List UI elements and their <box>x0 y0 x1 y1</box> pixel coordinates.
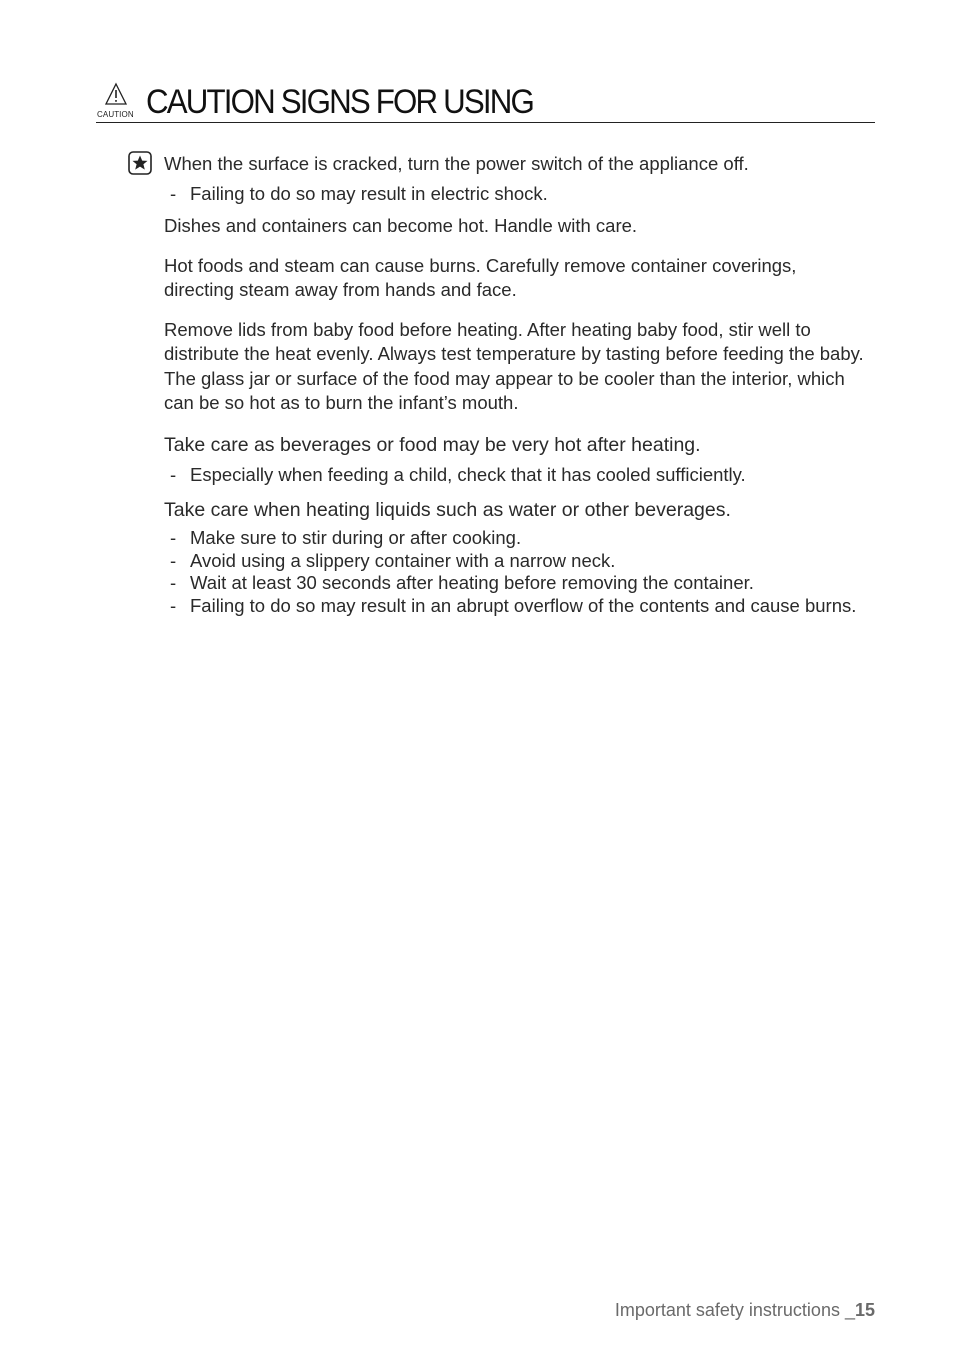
caution-subitem-text: Failing to do so may result in electric shock. <box>190 182 548 204</box>
caution-subitem-text: Failing to do so may result in an abrupt overflow of the contents and cause burns. <box>190 594 857 616</box>
star-icon <box>128 151 152 175</box>
dash-bullet: - <box>170 182 177 204</box>
dash-bullet: - <box>170 527 177 548</box>
dash-bullet: - <box>170 464 177 485</box>
caution-subitem-text: Avoid using a slippery container with a narrow neck. <box>190 549 616 571</box>
page-title: CAUTION SIGNS FOR USING <box>146 83 533 121</box>
caution-icon <box>96 82 138 122</box>
caution-item: Hot foods and steam can cause burns. Carefully remove container coverings, directing steam away from hands and face. <box>164 254 797 300</box>
caution-subitem <box>164 463 864 488</box>
caution-subitem-text: Make sure to stir during or after cooking. <box>190 527 522 548</box>
page-number: 15 <box>854 1300 875 1320</box>
caution-item: Remove lids from baby food before heating. After heating baby food, stir well to distribute the heat evenly. Always test temperature by tasting before feeding the baby. The glass jar or surface of the food may appear to be cooler than the interior, which can be so hot as to burn the infant’s mouth. <box>164 318 864 413</box>
caution-item: Take care as beverages or food may be very hot after heating. <box>164 433 701 456</box>
caution-subitem <box>164 182 864 207</box>
caution-content <box>164 152 864 617</box>
caution-subitem <box>164 550 864 573</box>
warning-triangle-icon <box>105 82 127 108</box>
caution-sublist <box>164 527 864 617</box>
caution-subitem <box>164 572 864 595</box>
caution-label: CAUTION <box>97 110 134 119</box>
dash-bullet: - <box>170 594 177 616</box>
caution-item: Take care when heating liquids such as water or other beverages. <box>164 498 731 521</box>
footer-section-label: Important safety instructions _ <box>614 1300 855 1320</box>
caution-item: Dishes and containers can become hot. Handle with care. <box>164 215 638 236</box>
page-header <box>96 82 875 123</box>
dash-bullet: - <box>170 572 177 593</box>
caution-subitem <box>164 595 864 618</box>
caution-subitem <box>164 527 864 550</box>
caution-subitem-text: Wait at least 30 seconds after heating before removing the container. <box>190 572 754 593</box>
page-footer <box>615 1300 875 1321</box>
dash-bullet: - <box>170 549 177 571</box>
caution-subitem-text: Especially when feeding a child, check that it has cooled sufficiently. <box>190 464 746 485</box>
caution-item: When the surface is cracked, turn the power switch of the appliance off. <box>164 153 749 174</box>
